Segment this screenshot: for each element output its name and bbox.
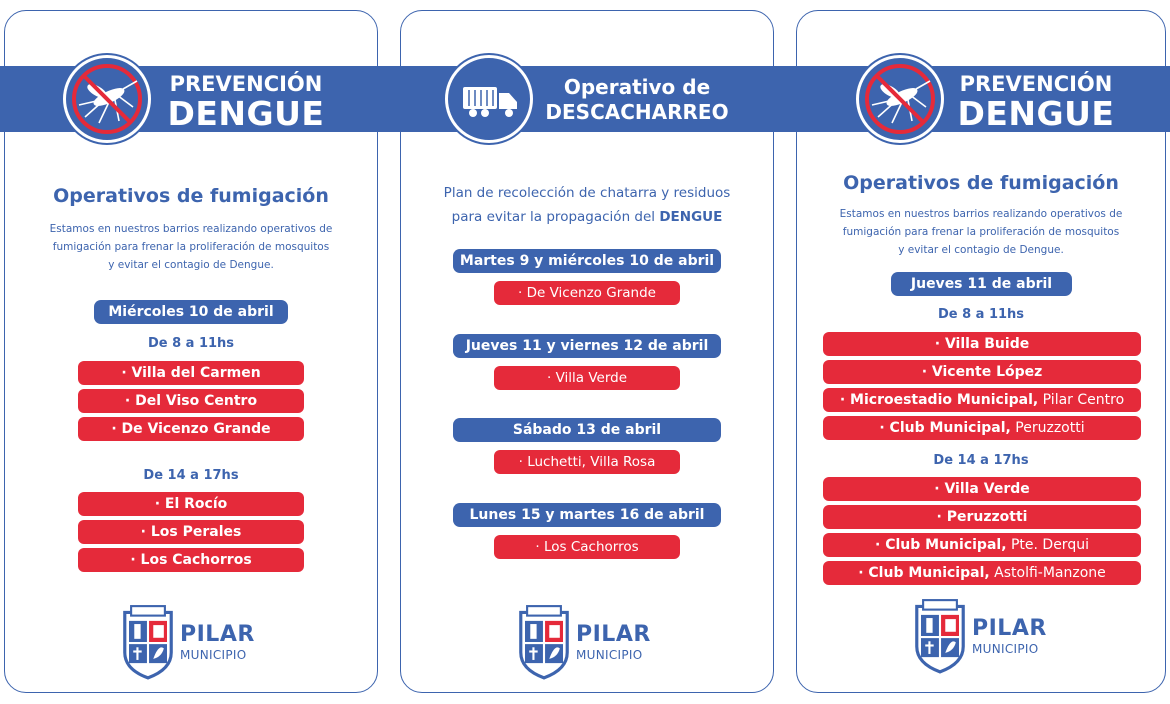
no-mosquito-icon <box>63 55 151 143</box>
location-item: · Los Cachorros <box>78 548 304 572</box>
location-item <box>823 332 1141 356</box>
location-name: · Vicente López <box>921 364 1043 380</box>
pilar-municipio-logo <box>118 604 278 684</box>
location-name: · Club Municipal, <box>879 420 1011 436</box>
lead-highlight: DENGUE <box>659 209 723 225</box>
logo-name: PILAR <box>180 622 255 647</box>
location-item <box>823 477 1141 501</box>
banner-top-text: PREVENCIÓN <box>169 72 323 96</box>
garbage-truck-icon <box>445 55 533 143</box>
location-name: · Peruzzotti <box>936 509 1028 525</box>
municipal-crest-icon <box>118 604 178 680</box>
banner-bottom-text: DESCACHARREO <box>545 100 729 124</box>
banner-title <box>956 72 1116 132</box>
banner-title <box>540 75 734 125</box>
pilar-municipio-logo <box>514 604 674 684</box>
description-line: y evitar el contagio de Dengue. <box>108 259 274 271</box>
location-item <box>823 388 1141 412</box>
time-slot-label: De 14 a 17hs <box>143 468 239 483</box>
date-badge: Lunes 15 y martes 16 de abril <box>453 503 721 527</box>
location-item: · El Rocío <box>78 492 304 516</box>
municipal-crest-icon <box>910 598 970 674</box>
location-item: · Del Viso Centro <box>78 389 304 413</box>
municipal-crest-icon <box>514 604 574 680</box>
banner-top-text: PREVENCIÓN <box>959 72 1113 96</box>
location-detail: Peruzzotti <box>1010 420 1085 436</box>
location-item: · Los Perales <box>78 520 304 544</box>
lead-line <box>400 205 774 229</box>
lead-text: para evitar la propagación del <box>451 209 660 225</box>
time-slot-label: De 14 a 17hs <box>933 453 1029 468</box>
banner-top-text: Operativo de <box>563 75 711 99</box>
location-item: · Villa del Carmen <box>78 361 304 385</box>
description-line: fumigación para frenar la proliferación de mosquitos <box>52 241 330 253</box>
logo-subtitle: MUNICIPIO <box>972 642 1039 656</box>
location-item: · De Vicenzo Grande <box>78 417 304 441</box>
location-item <box>823 505 1141 529</box>
location-item: · De Vicenzo Grande <box>494 281 680 305</box>
pilar-municipio-logo <box>910 598 1070 678</box>
location-name: · Club Municipal, <box>875 537 1007 553</box>
logo-name: PILAR <box>972 616 1047 641</box>
logo-name: PILAR <box>576 622 651 647</box>
banner-bottom-text: DENGUE <box>957 94 1115 133</box>
location-name: · Microestadio Municipal, <box>839 392 1039 408</box>
section-title: Operativos de fumigación <box>843 172 1119 194</box>
location-name: · Villa Buide <box>934 336 1030 352</box>
lead-line: Plan de recolección de chatarra y residuos <box>443 185 731 201</box>
location-item <box>823 416 1141 440</box>
description-line: y evitar el contagio de Dengue. <box>898 244 1064 256</box>
location-name: · Club Municipal, <box>858 565 990 581</box>
section-title: Operativos de fumigación <box>53 185 329 207</box>
location-detail: Astolfi-Manzone <box>989 565 1106 581</box>
description-line: Estamos en nuestros barrios realizando operativos de <box>839 208 1123 220</box>
time-slot-label: De 8 a 11hs <box>937 307 1025 322</box>
location-item <box>823 360 1141 384</box>
location-item <box>823 561 1141 585</box>
date-badge: Martes 9 y miércoles 10 de abril <box>453 249 721 273</box>
date-badge: Jueves 11 y viernes 12 de abril <box>453 334 721 358</box>
date-badge: Miércoles 10 de abril <box>94 300 288 324</box>
location-item: · Los Cachorros <box>494 535 680 559</box>
date-badge: Jueves 11 de abril <box>891 272 1072 296</box>
description-line: fumigación para frenar la proliferación de mosquitos <box>842 226 1120 238</box>
description-line: Estamos en nuestros barrios realizando operativos de <box>49 223 333 235</box>
location-detail: Pte. Derqui <box>1006 537 1089 553</box>
location-name: · Villa Verde <box>934 481 1030 497</box>
banner-bottom-text: DENGUE <box>167 94 325 133</box>
date-badge: Sábado 13 de abril <box>453 418 721 442</box>
location-item: · Luchetti, Villa Rosa <box>494 450 680 474</box>
logo-subtitle: MUNICIPIO <box>576 648 643 662</box>
banner-title <box>166 72 326 132</box>
logo-subtitle: MUNICIPIO <box>180 648 247 662</box>
location-item <box>823 533 1141 557</box>
location-item: · Villa Verde <box>494 366 680 390</box>
location-detail: Pilar Centro <box>1038 392 1125 408</box>
no-mosquito-icon <box>856 55 944 143</box>
time-slot-label: De 8 a 11hs <box>147 336 235 351</box>
